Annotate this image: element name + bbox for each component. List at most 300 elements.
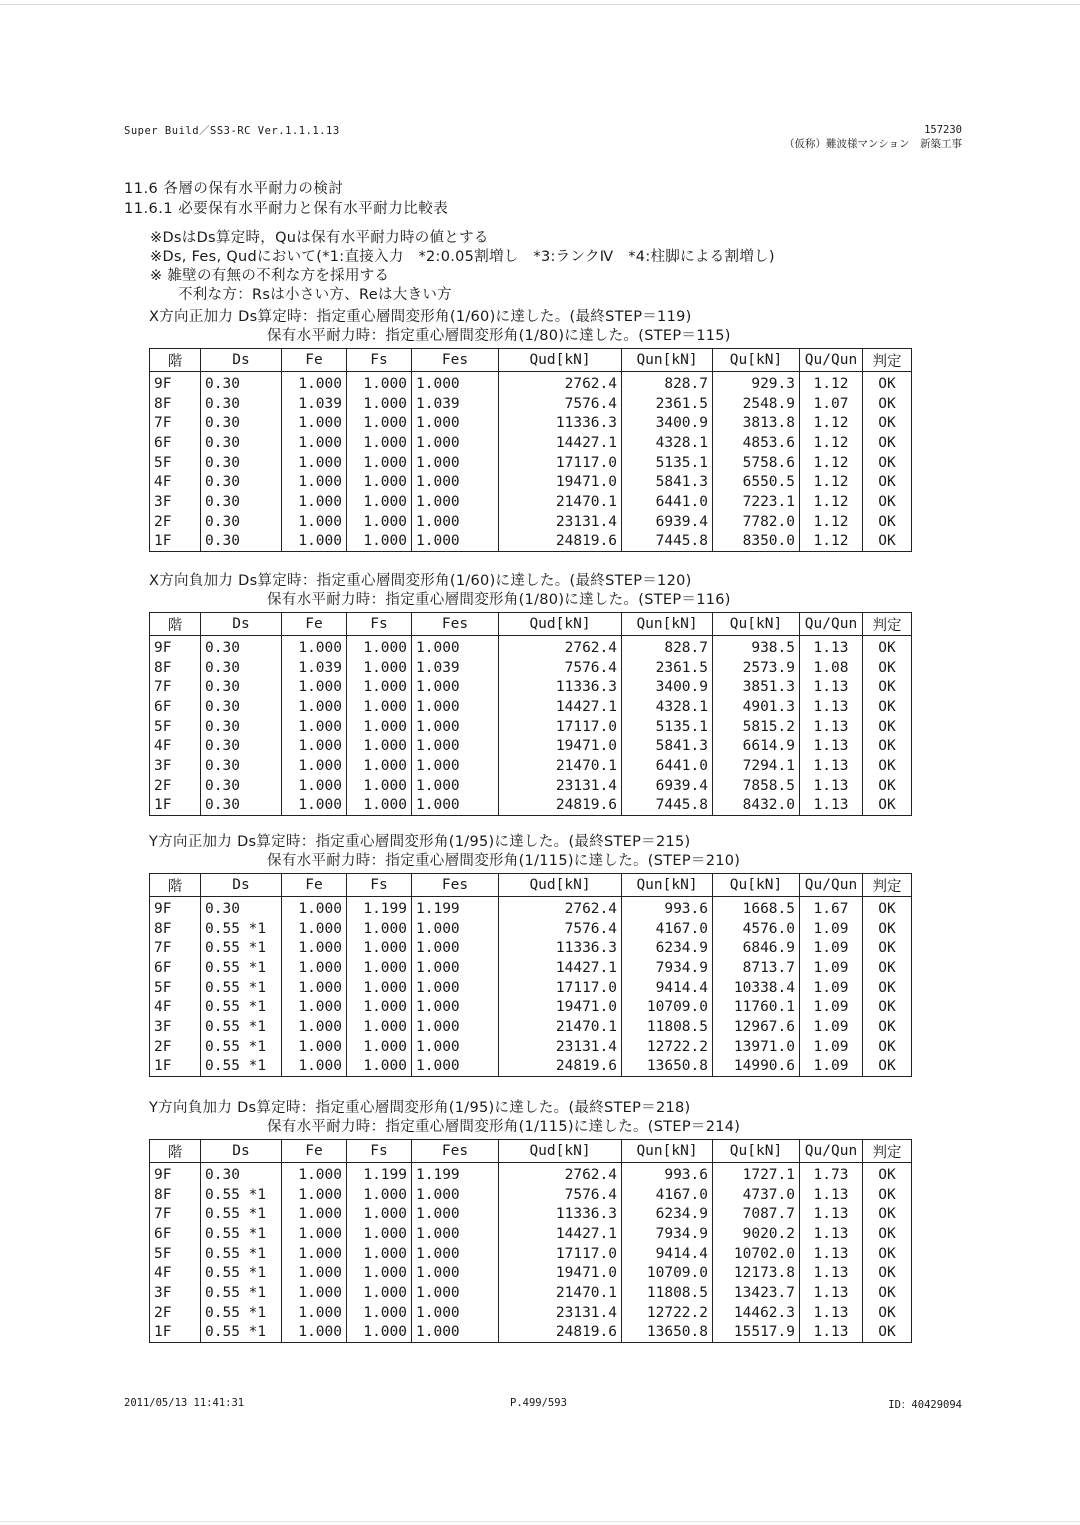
- cell-ds: 0.55 *1: [201, 1244, 282, 1264]
- cell-floor: 2F: [150, 776, 201, 796]
- cell-ratio: 1.13: [800, 1244, 863, 1264]
- cell-fs: 1.000: [347, 1263, 412, 1283]
- cell-ds: 0.30: [201, 492, 282, 512]
- table-row: [150, 756, 912, 776]
- cell-qud: 17117.0: [499, 1244, 622, 1264]
- cell-ds: 0.30: [201, 756, 282, 776]
- cell-floor: 6F: [150, 958, 201, 978]
- cell-qun: 5841.3: [622, 736, 713, 756]
- cell-qu: 2548.9: [713, 394, 800, 414]
- table-row: [150, 697, 912, 717]
- table-row: [150, 1263, 912, 1283]
- cell-ratio: 1.67: [800, 897, 863, 919]
- cell-judgement: OK: [863, 1224, 912, 1244]
- table-row: [150, 1283, 912, 1303]
- column-header-floor: 階: [150, 1140, 201, 1163]
- column-header-judgement: 判定: [863, 1140, 912, 1163]
- table-header-row: [150, 1140, 912, 1163]
- cell-qud: 17117.0: [499, 978, 622, 998]
- cell-judgement: OK: [863, 938, 912, 958]
- cell-judgement: OK: [863, 1323, 912, 1343]
- cell-fs: 1.000: [347, 413, 412, 433]
- cell-ds: 0.30: [201, 372, 282, 394]
- cell-ds: 0.30: [201, 796, 282, 816]
- cell-qun: 828.7: [622, 636, 713, 658]
- cell-floor: 1F: [150, 1057, 201, 1077]
- cell-judgement: OK: [863, 677, 912, 697]
- cell-fe: 1.000: [282, 736, 347, 756]
- cell-floor: 2F: [150, 1303, 201, 1323]
- column-header-qun: Qun[kN]: [622, 1140, 713, 1163]
- cell-ratio: 1.12: [800, 512, 863, 532]
- cell-qun: 4328.1: [622, 697, 713, 717]
- table-section-x-positive: [149, 308, 912, 552]
- cell-qud: 2762.4: [499, 897, 622, 919]
- cell-judgement: OK: [863, 897, 912, 919]
- cell-fes: 1.000: [412, 492, 499, 512]
- cell-fe: 1.039: [282, 658, 347, 678]
- cell-qu: 1727.1: [713, 1163, 800, 1185]
- cell-floor: 4F: [150, 472, 201, 492]
- cell-qu: 7223.1: [713, 492, 800, 512]
- cell-judgement: OK: [863, 394, 912, 414]
- table-header-row: [150, 349, 912, 372]
- cell-qu: 10338.4: [713, 978, 800, 998]
- column-header-ratio: Qu/Qun: [800, 349, 863, 372]
- cell-judgement: OK: [863, 1303, 912, 1323]
- cell-fes: 1.000: [412, 532, 499, 552]
- cell-fes: 1.000: [412, 413, 499, 433]
- cell-ratio: 1.13: [800, 736, 863, 756]
- cell-fs: 1.000: [347, 394, 412, 414]
- cell-ratio: 1.12: [800, 532, 863, 552]
- cell-fs: 1.000: [347, 658, 412, 678]
- cell-fes: 1.000: [412, 512, 499, 532]
- cell-judgement: OK: [863, 372, 912, 394]
- cell-ds: 0.30: [201, 413, 282, 433]
- cell-qud: 21470.1: [499, 1283, 622, 1303]
- cell-fes: 1.199: [412, 1163, 499, 1185]
- cell-qud: 11336.3: [499, 938, 622, 958]
- cell-ratio: 1.08: [800, 658, 863, 678]
- cell-fes: 1.000: [412, 433, 499, 453]
- cell-fe: 1.000: [282, 1263, 347, 1283]
- cell-qun: 7445.8: [622, 532, 713, 552]
- cell-qu: 3851.3: [713, 677, 800, 697]
- cell-qu: 5758.6: [713, 453, 800, 473]
- cell-judgement: OK: [863, 1263, 912, 1283]
- cell-qu: 6614.9: [713, 736, 800, 756]
- column-header-fe: Fe: [282, 1140, 347, 1163]
- column-header-ds: Ds: [201, 349, 282, 372]
- cell-fe: 1.000: [282, 512, 347, 532]
- cell-qun: 10709.0: [622, 1263, 713, 1283]
- cell-qun: 7934.9: [622, 958, 713, 978]
- cell-qu: 8713.7: [713, 958, 800, 978]
- cell-fe: 1.000: [282, 1163, 347, 1185]
- table-row: [150, 1204, 912, 1224]
- column-header-qun: Qun[kN]: [622, 349, 713, 372]
- cell-judgement: OK: [863, 736, 912, 756]
- cell-qud: 24819.6: [499, 532, 622, 552]
- cell-judgement: OK: [863, 1017, 912, 1037]
- cell-floor: 9F: [150, 1163, 201, 1185]
- document-header-right: [784, 123, 962, 151]
- cell-floor: 9F: [150, 636, 201, 658]
- column-header-ds: Ds: [201, 874, 282, 897]
- cell-ds: 0.55 *1: [201, 938, 282, 958]
- print-timestamp: 2011/05/13 11:41:31: [124, 1397, 245, 1409]
- cell-fe: 1.000: [282, 1303, 347, 1323]
- cell-qu: 938.5: [713, 636, 800, 658]
- cell-judgement: OK: [863, 658, 912, 678]
- cell-qud: 21470.1: [499, 756, 622, 776]
- table-row: [150, 1163, 912, 1185]
- column-header-fes: Fes: [412, 1140, 499, 1163]
- cell-qud: 19471.0: [499, 736, 622, 756]
- table-row: [150, 532, 912, 552]
- table-row: [150, 1037, 912, 1057]
- cell-qu: 3813.8: [713, 413, 800, 433]
- table-row: [150, 1017, 912, 1037]
- cell-ratio: 1.09: [800, 958, 863, 978]
- cell-fes: 1.000: [412, 472, 499, 492]
- column-header-fe: Fe: [282, 874, 347, 897]
- cell-judgement: OK: [863, 717, 912, 737]
- cell-fe: 1.000: [282, 796, 347, 816]
- table-caption-ds: X方向負加力 Ds算定時：指定重心層間変形角(1/60)に達した。(最終STEP＝120): [149, 573, 692, 589]
- column-header-qun: Qun[kN]: [622, 874, 713, 897]
- cell-qud: 7576.4: [499, 919, 622, 939]
- cell-fs: 1.199: [347, 1163, 412, 1185]
- cell-qu: 14990.6: [713, 1057, 800, 1077]
- cell-ds: 0.30: [201, 512, 282, 532]
- table-row: [150, 897, 912, 919]
- cell-fes: 1.000: [412, 372, 499, 394]
- cell-qu: 6846.9: [713, 938, 800, 958]
- cell-fes: 1.000: [412, 1037, 499, 1057]
- cell-fe: 1.000: [282, 677, 347, 697]
- table-row: [150, 1185, 912, 1205]
- cell-judgement: OK: [863, 1244, 912, 1264]
- column-header-judgement: 判定: [863, 874, 912, 897]
- table-row: [150, 978, 912, 998]
- table-row: [150, 1224, 912, 1244]
- cell-qu: 7294.1: [713, 756, 800, 776]
- cell-qud: 14427.1: [499, 958, 622, 978]
- note-line: ※ 雑壁の有無の不利な方を採用する: [150, 268, 390, 284]
- cell-qun: 13650.8: [622, 1057, 713, 1077]
- cell-judgement: OK: [863, 1163, 912, 1185]
- cell-ds: 0.30: [201, 717, 282, 737]
- table-caption-ds: X方向正加力 Ds算定時：指定重心層間変形角(1/60)に達した。(最終STEP＝119): [149, 309, 692, 325]
- cell-fe: 1.000: [282, 1057, 347, 1077]
- cell-qu: 4853.6: [713, 433, 800, 453]
- cell-fs: 1.000: [347, 756, 412, 776]
- cell-floor: 6F: [150, 433, 201, 453]
- cell-fe: 1.000: [282, 1323, 347, 1343]
- table-row: [150, 938, 912, 958]
- cell-qud: 7576.4: [499, 658, 622, 678]
- column-header-fs: Fs: [347, 1140, 412, 1163]
- cell-ds: 0.30: [201, 472, 282, 492]
- cell-qun: 7934.9: [622, 1224, 713, 1244]
- strength-comparison-table: [149, 612, 912, 816]
- cell-ratio: 1.07: [800, 394, 863, 414]
- table-row: [150, 1057, 912, 1077]
- cell-fe: 1.000: [282, 938, 347, 958]
- cell-fe: 1.039: [282, 394, 347, 414]
- cell-fe: 1.000: [282, 1244, 347, 1264]
- cell-fes: 1.000: [412, 776, 499, 796]
- cell-qud: 19471.0: [499, 472, 622, 492]
- table-row: [150, 677, 912, 697]
- cell-fe: 1.000: [282, 1017, 347, 1037]
- cell-ratio: 1.13: [800, 776, 863, 796]
- cell-judgement: OK: [863, 1185, 912, 1205]
- cell-qud: 19471.0: [499, 997, 622, 1017]
- cell-floor: 2F: [150, 512, 201, 532]
- cell-qud: 21470.1: [499, 492, 622, 512]
- cell-floor: 5F: [150, 1244, 201, 1264]
- cell-floor: 5F: [150, 978, 201, 998]
- cell-ds: 0.30: [201, 697, 282, 717]
- cell-floor: 4F: [150, 1263, 201, 1283]
- cell-qu: 4576.0: [713, 919, 800, 939]
- column-header-ds: Ds: [201, 613, 282, 636]
- cell-fe: 1.000: [282, 897, 347, 919]
- column-header-qu: Qu[kN]: [713, 349, 800, 372]
- cell-fes: 1.000: [412, 919, 499, 939]
- cell-fs: 1.000: [347, 492, 412, 512]
- cell-judgement: OK: [863, 997, 912, 1017]
- cell-fs: 1.000: [347, 1017, 412, 1037]
- column-header-ratio: Qu/Qun: [800, 613, 863, 636]
- cell-qun: 9414.4: [622, 1244, 713, 1264]
- cell-judgement: OK: [863, 958, 912, 978]
- column-header-qud: Qud[kN]: [499, 1140, 622, 1163]
- cell-fs: 1.000: [347, 919, 412, 939]
- column-header-qud: Qud[kN]: [499, 613, 622, 636]
- cell-fes: 1.000: [412, 717, 499, 737]
- cell-fe: 1.000: [282, 413, 347, 433]
- cell-floor: 5F: [150, 453, 201, 473]
- table-row: [150, 512, 912, 532]
- cell-qud: 17117.0: [499, 453, 622, 473]
- cell-qun: 4167.0: [622, 919, 713, 939]
- cell-qun: 4167.0: [622, 1185, 713, 1205]
- column-header-floor: 階: [150, 349, 201, 372]
- column-header-floor: 階: [150, 613, 201, 636]
- section-title: 11.6 各層の保有水平耐力の検討: [124, 181, 344, 197]
- cell-judgement: OK: [863, 532, 912, 552]
- cell-ds: 0.30: [201, 897, 282, 919]
- cell-fs: 1.000: [347, 1303, 412, 1323]
- project-name: （仮称）難波様マンション 新築工事: [783, 138, 962, 150]
- cell-floor: 6F: [150, 1224, 201, 1244]
- cell-ds: 0.30: [201, 394, 282, 414]
- table-row: [150, 658, 912, 678]
- cell-floor: 8F: [150, 919, 201, 939]
- column-header-ratio: Qu/Qun: [800, 1140, 863, 1163]
- cell-fes: 1.000: [412, 756, 499, 776]
- cell-qun: 11808.5: [622, 1283, 713, 1303]
- table-header-row: [150, 613, 912, 636]
- cell-qu: 8432.0: [713, 796, 800, 816]
- cell-ratio: 1.13: [800, 677, 863, 697]
- cell-qud: 7576.4: [499, 394, 622, 414]
- cell-qu: 12173.8: [713, 1263, 800, 1283]
- table-caption-ds: Y方向負加力 Ds算定時：指定重心層間変形角(1/95)に達した。(最終STEP＝218): [149, 1100, 691, 1116]
- cell-judgement: OK: [863, 512, 912, 532]
- table-row: [150, 636, 912, 658]
- cell-ratio: 1.12: [800, 413, 863, 433]
- cell-floor: 8F: [150, 1185, 201, 1205]
- cell-ds: 0.30: [201, 453, 282, 473]
- cell-fes: 1.000: [412, 1185, 499, 1205]
- cell-judgement: OK: [863, 776, 912, 796]
- table-row: [150, 453, 912, 473]
- table-row: [150, 919, 912, 939]
- cell-fs: 1.000: [347, 1204, 412, 1224]
- cell-judgement: OK: [863, 472, 912, 492]
- cell-fes: 1.199: [412, 897, 499, 919]
- table-row: [150, 958, 912, 978]
- cell-qun: 4328.1: [622, 433, 713, 453]
- cell-qun: 12722.2: [622, 1037, 713, 1057]
- column-header-fs: Fs: [347, 874, 412, 897]
- cell-qud: 14427.1: [499, 697, 622, 717]
- cell-fes: 1.000: [412, 1204, 499, 1224]
- cell-floor: 1F: [150, 796, 201, 816]
- cell-ratio: 1.13: [800, 1323, 863, 1343]
- column-header-qun: Qun[kN]: [622, 613, 713, 636]
- cell-qu: 13971.0: [713, 1037, 800, 1057]
- cell-qud: 2762.4: [499, 1163, 622, 1185]
- column-header-fes: Fes: [412, 349, 499, 372]
- cell-fes: 1.000: [412, 697, 499, 717]
- note-line: ※Ds, Fes, Qudにおいて(*1:直接入力 *2:0.05割増し *3:ランクⅣ *4:柱脚による割増し): [150, 249, 775, 265]
- cell-fs: 1.000: [347, 958, 412, 978]
- cell-ds: 0.55 *1: [201, 1057, 282, 1077]
- cell-qun: 6234.9: [622, 938, 713, 958]
- cell-fes: 1.000: [412, 938, 499, 958]
- cell-qu: 7782.0: [713, 512, 800, 532]
- cell-qun: 10709.0: [622, 997, 713, 1017]
- cell-floor: 2F: [150, 1037, 201, 1057]
- cell-fs: 1.000: [347, 697, 412, 717]
- cell-fes: 1.000: [412, 1224, 499, 1244]
- cell-fes: 1.000: [412, 453, 499, 473]
- cell-fs: 1.000: [347, 636, 412, 658]
- cell-fes: 1.039: [412, 394, 499, 414]
- cell-qun: 3400.9: [622, 413, 713, 433]
- cell-judgement: OK: [863, 697, 912, 717]
- table-row: [150, 717, 912, 737]
- table-row: [150, 413, 912, 433]
- cell-fes: 1.000: [412, 636, 499, 658]
- cell-fes: 1.000: [412, 1017, 499, 1037]
- column-header-qud: Qud[kN]: [499, 874, 622, 897]
- cell-qud: 24819.6: [499, 796, 622, 816]
- cell-fs: 1.000: [347, 372, 412, 394]
- cell-ratio: 1.13: [800, 1263, 863, 1283]
- cell-fes: 1.000: [412, 1323, 499, 1343]
- cell-ds: 0.55 *1: [201, 958, 282, 978]
- cell-qu: 8350.0: [713, 532, 800, 552]
- column-header-fs: Fs: [347, 613, 412, 636]
- cell-qud: 11336.3: [499, 1204, 622, 1224]
- cell-ds: 0.55 *1: [201, 1037, 282, 1057]
- cell-floor: 5F: [150, 717, 201, 737]
- cell-fs: 1.000: [347, 1323, 412, 1343]
- cell-judgement: OK: [863, 1057, 912, 1077]
- table-section-y-negative: [149, 1099, 912, 1343]
- cell-judgement: OK: [863, 413, 912, 433]
- table-row: [150, 492, 912, 512]
- cell-fe: 1.000: [282, 472, 347, 492]
- cell-ds: 0.30: [201, 433, 282, 453]
- cell-fs: 1.000: [347, 453, 412, 473]
- cell-ds: 0.55 *1: [201, 1263, 282, 1283]
- cell-fs: 1.000: [347, 472, 412, 492]
- cell-qun: 993.6: [622, 1163, 713, 1185]
- cell-qun: 12722.2: [622, 1303, 713, 1323]
- cell-judgement: OK: [863, 1037, 912, 1057]
- cell-ratio: 1.12: [800, 453, 863, 473]
- column-header-qu: Qu[kN]: [713, 613, 800, 636]
- table-row: [150, 796, 912, 816]
- cell-floor: 8F: [150, 658, 201, 678]
- cell-ds: 0.30: [201, 658, 282, 678]
- table-section-y-positive: [149, 833, 912, 1077]
- cell-qud: 23131.4: [499, 1037, 622, 1057]
- cell-qu: 9020.2: [713, 1224, 800, 1244]
- cell-qu: 10702.0: [713, 1244, 800, 1264]
- cell-fes: 1.000: [412, 1244, 499, 1264]
- cell-qun: 5135.1: [622, 717, 713, 737]
- cell-fes: 1.039: [412, 658, 499, 678]
- cell-judgement: OK: [863, 1204, 912, 1224]
- page-number: P.499/593: [510, 1397, 567, 1409]
- cell-ratio: 1.12: [800, 433, 863, 453]
- software-version: Super Build／SS3-RC Ver.1.1.1.13: [124, 125, 340, 137]
- cell-floor: 6F: [150, 697, 201, 717]
- cell-qu: 1668.5: [713, 897, 800, 919]
- notes-block: [150, 229, 775, 305]
- cell-qun: 6939.4: [622, 776, 713, 796]
- cell-fes: 1.000: [412, 1303, 499, 1323]
- cell-fs: 1.000: [347, 978, 412, 998]
- cell-fe: 1.000: [282, 958, 347, 978]
- cell-fe: 1.000: [282, 636, 347, 658]
- cell-qu: 4901.3: [713, 697, 800, 717]
- cell-fs: 1.000: [347, 796, 412, 816]
- cell-ds: 0.30: [201, 776, 282, 796]
- cell-floor: 3F: [150, 756, 201, 776]
- scan-edge-line: [0, 1521, 1080, 1522]
- table-row: [150, 776, 912, 796]
- cell-qud: 14427.1: [499, 433, 622, 453]
- cell-qud: 23131.4: [499, 512, 622, 532]
- cell-qu: 6550.5: [713, 472, 800, 492]
- cell-qud: 7576.4: [499, 1185, 622, 1205]
- cell-qud: 24819.6: [499, 1057, 622, 1077]
- cell-fe: 1.000: [282, 978, 347, 998]
- cell-qu: 7858.5: [713, 776, 800, 796]
- cell-floor: 4F: [150, 736, 201, 756]
- cell-qu: 929.3: [713, 372, 800, 394]
